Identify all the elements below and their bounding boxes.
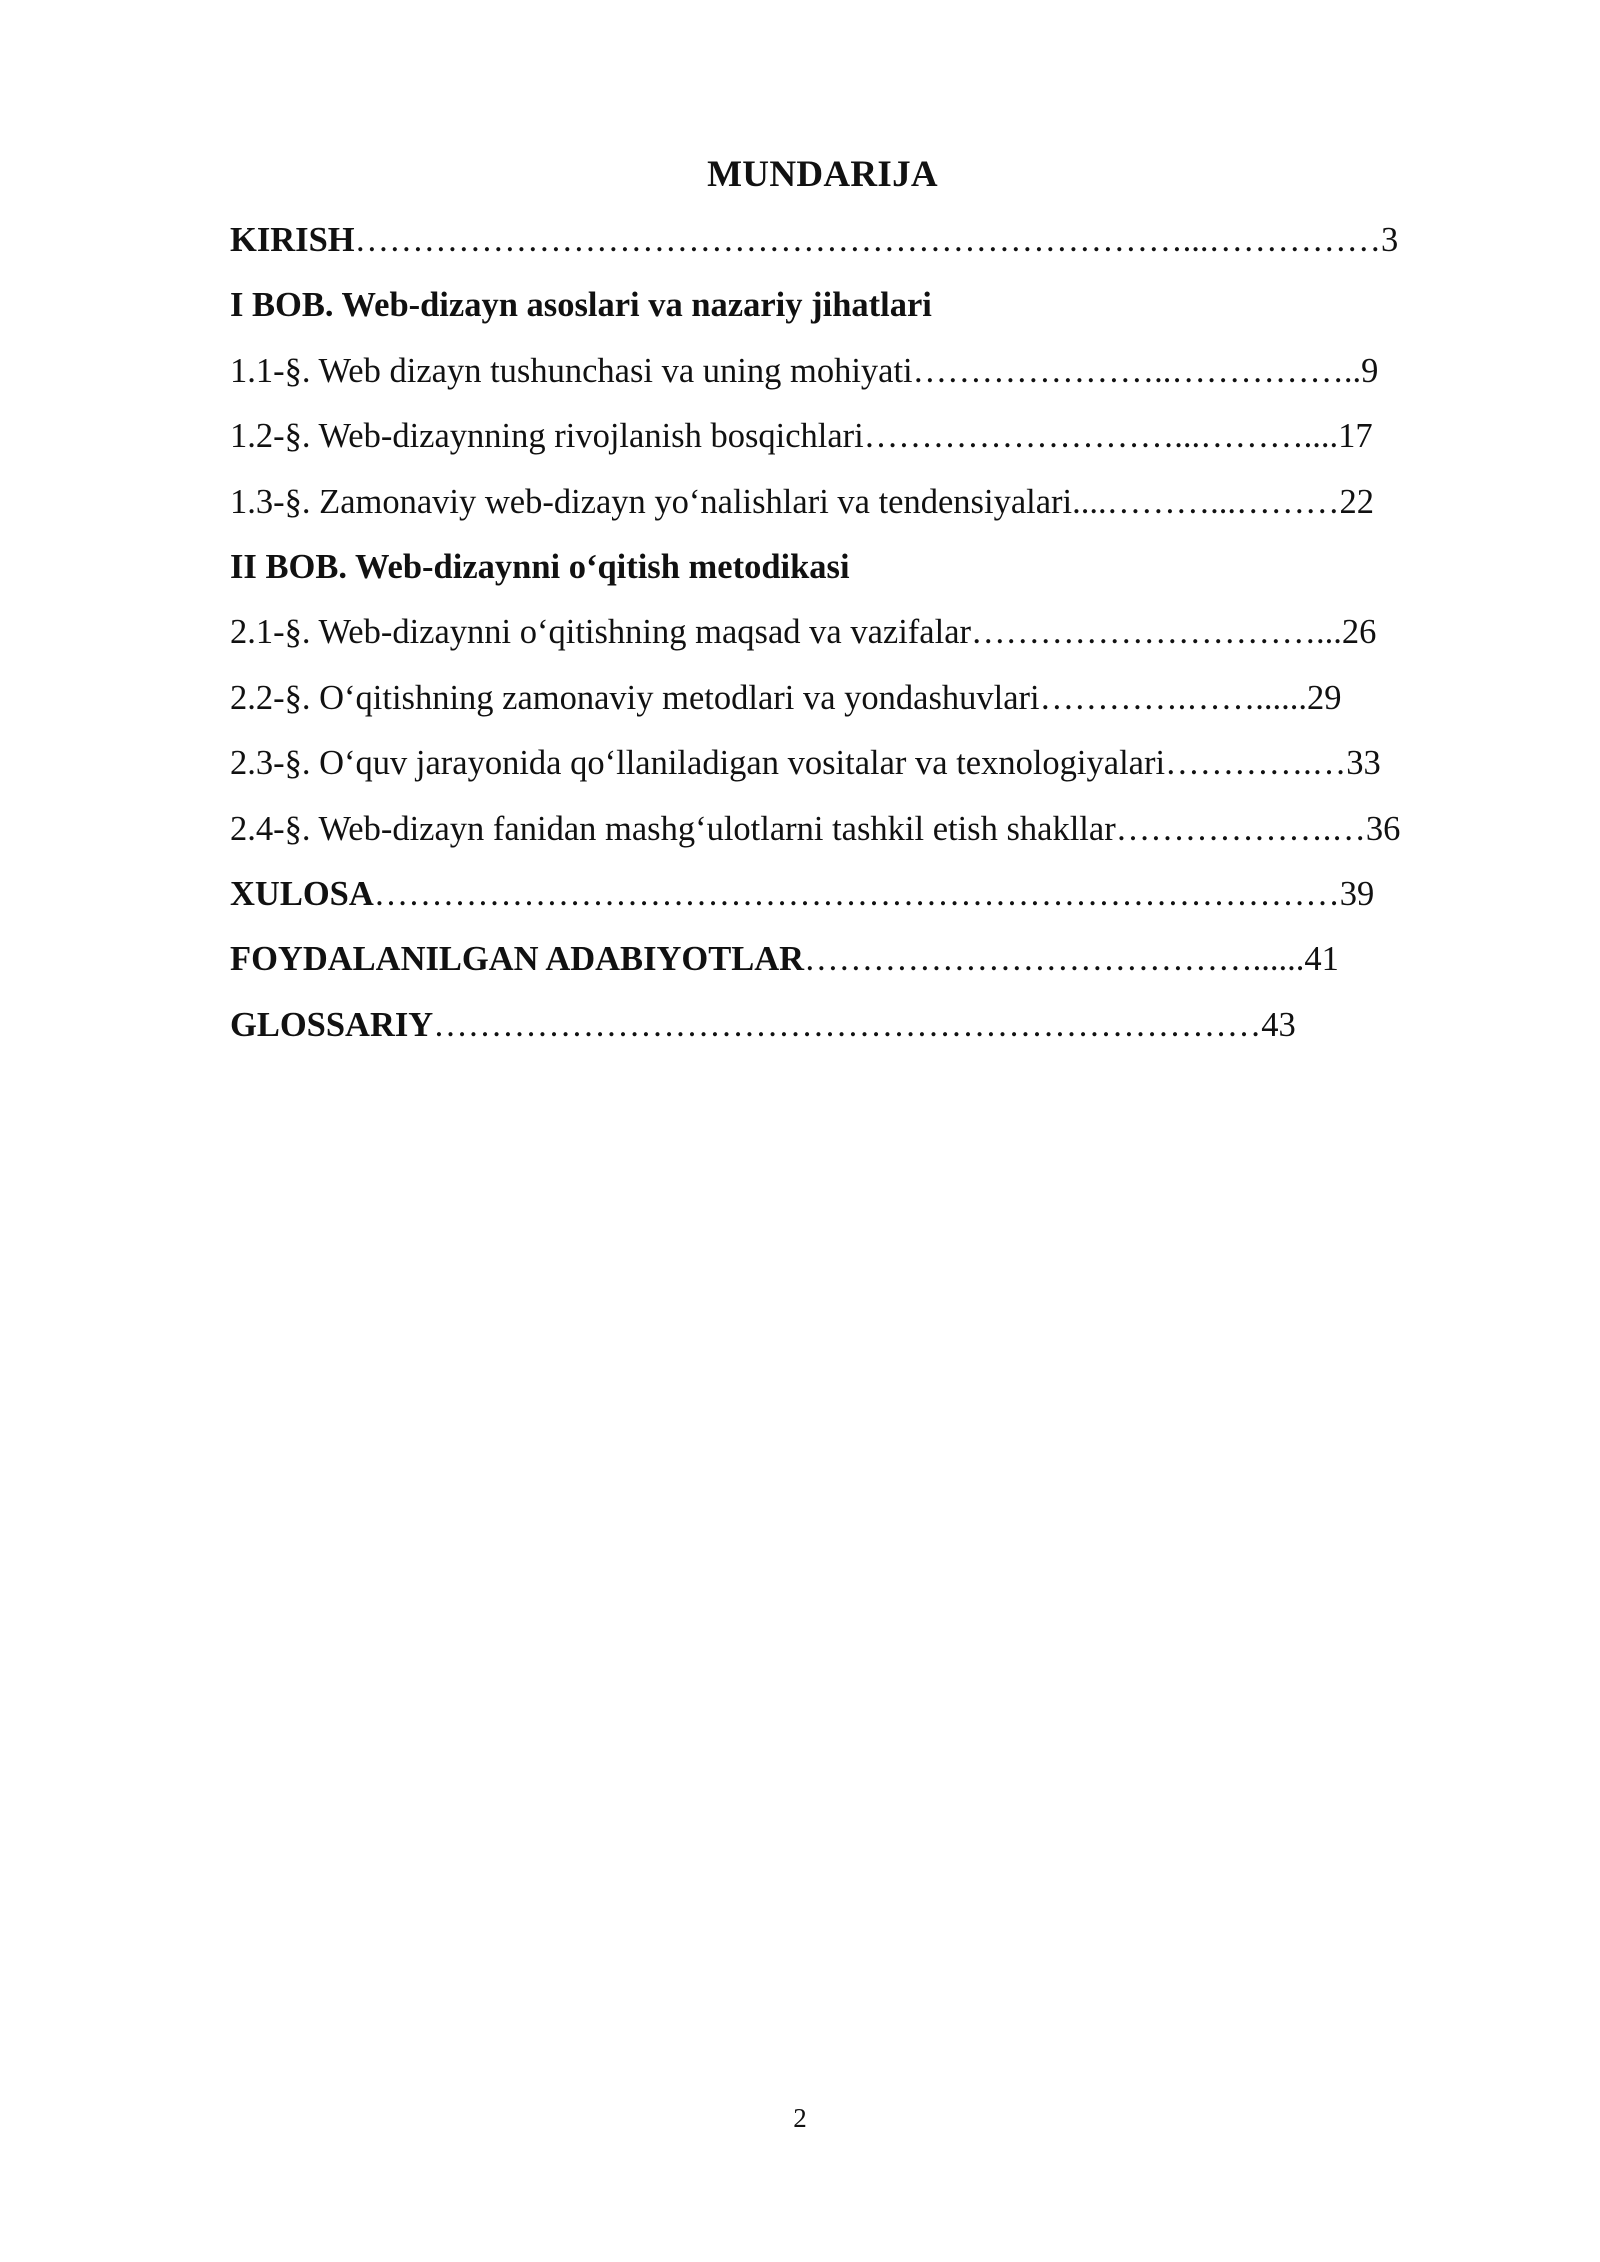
toc-entry-2-1 (230, 607, 1530, 672)
toc-page-number: 36 (1365, 809, 1401, 848)
toc-entry-label: 1.2-§. Web-dizaynning rivojlanish bosqichlari (230, 417, 864, 456)
toc-entry-label: GLOSSARIY (230, 1005, 434, 1044)
toc-entry-label: II BOB. Web-dizaynni o‘qitish metodikasi (230, 547, 850, 586)
toc-leader: ………………………...……….... (863, 417, 1339, 456)
toc-entry-label: 2.3-§. O‘quv jarayonida qo‘llaniladigan vositalar va texnologiyalari (230, 744, 1166, 783)
toc-page-number: 17 (1338, 417, 1373, 456)
toc-page-number: 3 (1381, 221, 1399, 259)
toc-entry-glossariy (230, 1000, 1530, 1065)
toc-leader: ……………………………………………………………… (433, 1005, 1262, 1044)
toc-leader: …………………………………...... (804, 940, 1305, 979)
page-title: MUNDARIJA (707, 154, 938, 195)
toc-leader: …………………………... (971, 613, 1342, 652)
toc-entry-2-4 (230, 804, 1530, 869)
toc-entry-label: KIRISH (230, 221, 355, 259)
toc-page-number: 43 (1261, 1005, 1296, 1044)
toc-entry-label: 2.4-§. Web-dizayn fanidan mashg‘ulotlarni tashkil etish shakllar (230, 809, 1116, 848)
toc-leader: ……………….… (1115, 809, 1366, 848)
toc-leader: ………………………………………………………………………… (373, 874, 1340, 913)
toc-entry-label: 2.1-§. Web-dizaynni o‘qitishning maqsad va vazifalar (230, 613, 971, 652)
toc-entry-2-3 (230, 738, 1530, 803)
toc-chapter-2-heading (230, 542, 1530, 607)
toc-leader: …………………..…………….. (912, 351, 1362, 390)
toc-entry-label: I BOB. Web-dizayn asoslari va nazariy jihatlari (230, 286, 932, 325)
toc-entry-1-1 (230, 346, 1530, 411)
toc-entry-label: XULOSA (230, 874, 374, 913)
toc-page-number: 9 (1361, 351, 1379, 390)
toc-entry-1-3 (230, 477, 1530, 542)
toc-entry-adabiyotlar (230, 934, 1530, 999)
toc-entry-xulosa (230, 869, 1530, 934)
toc-entry-label: 1.3-§. Zamonaviy web-dizayn yo‘nalishlari va tendensiyalari (230, 482, 1073, 521)
toc-leader: ………………………………………………………………...…………… (354, 221, 1381, 259)
toc-entry-2-2 (230, 673, 1530, 738)
toc-page-number: 39 (1339, 874, 1375, 913)
toc-leader: ………….……...... (1039, 678, 1307, 717)
toc-entry-1-2 (230, 411, 1530, 476)
toc-page-number: 22 (1339, 482, 1374, 521)
toc-chapter-1-heading (230, 280, 1530, 345)
toc-page-number: 33 (1346, 744, 1381, 783)
toc-page-number: 26 (1341, 613, 1377, 652)
table-of-contents (230, 215, 1530, 1065)
toc-entry-label: 2.2-§. O‘qitishning zamonaviy metodlari va yondashuvlari (230, 678, 1040, 717)
toc-entry-label: FOYDALANILGAN ADABIYOTLAR (230, 940, 805, 979)
toc-page-number: 29 (1307, 678, 1342, 717)
page-number: 2 (793, 2103, 807, 2133)
toc-page-number: 41 (1304, 940, 1339, 979)
toc-entry-kirish (230, 215, 1530, 280)
toc-entry-label: 1.1-§. Web dizayn tushunchasi va uning mohiyati (230, 351, 913, 390)
toc-leader: ………….… (1165, 744, 1347, 783)
toc-leader: ....………...……… (1072, 482, 1340, 521)
